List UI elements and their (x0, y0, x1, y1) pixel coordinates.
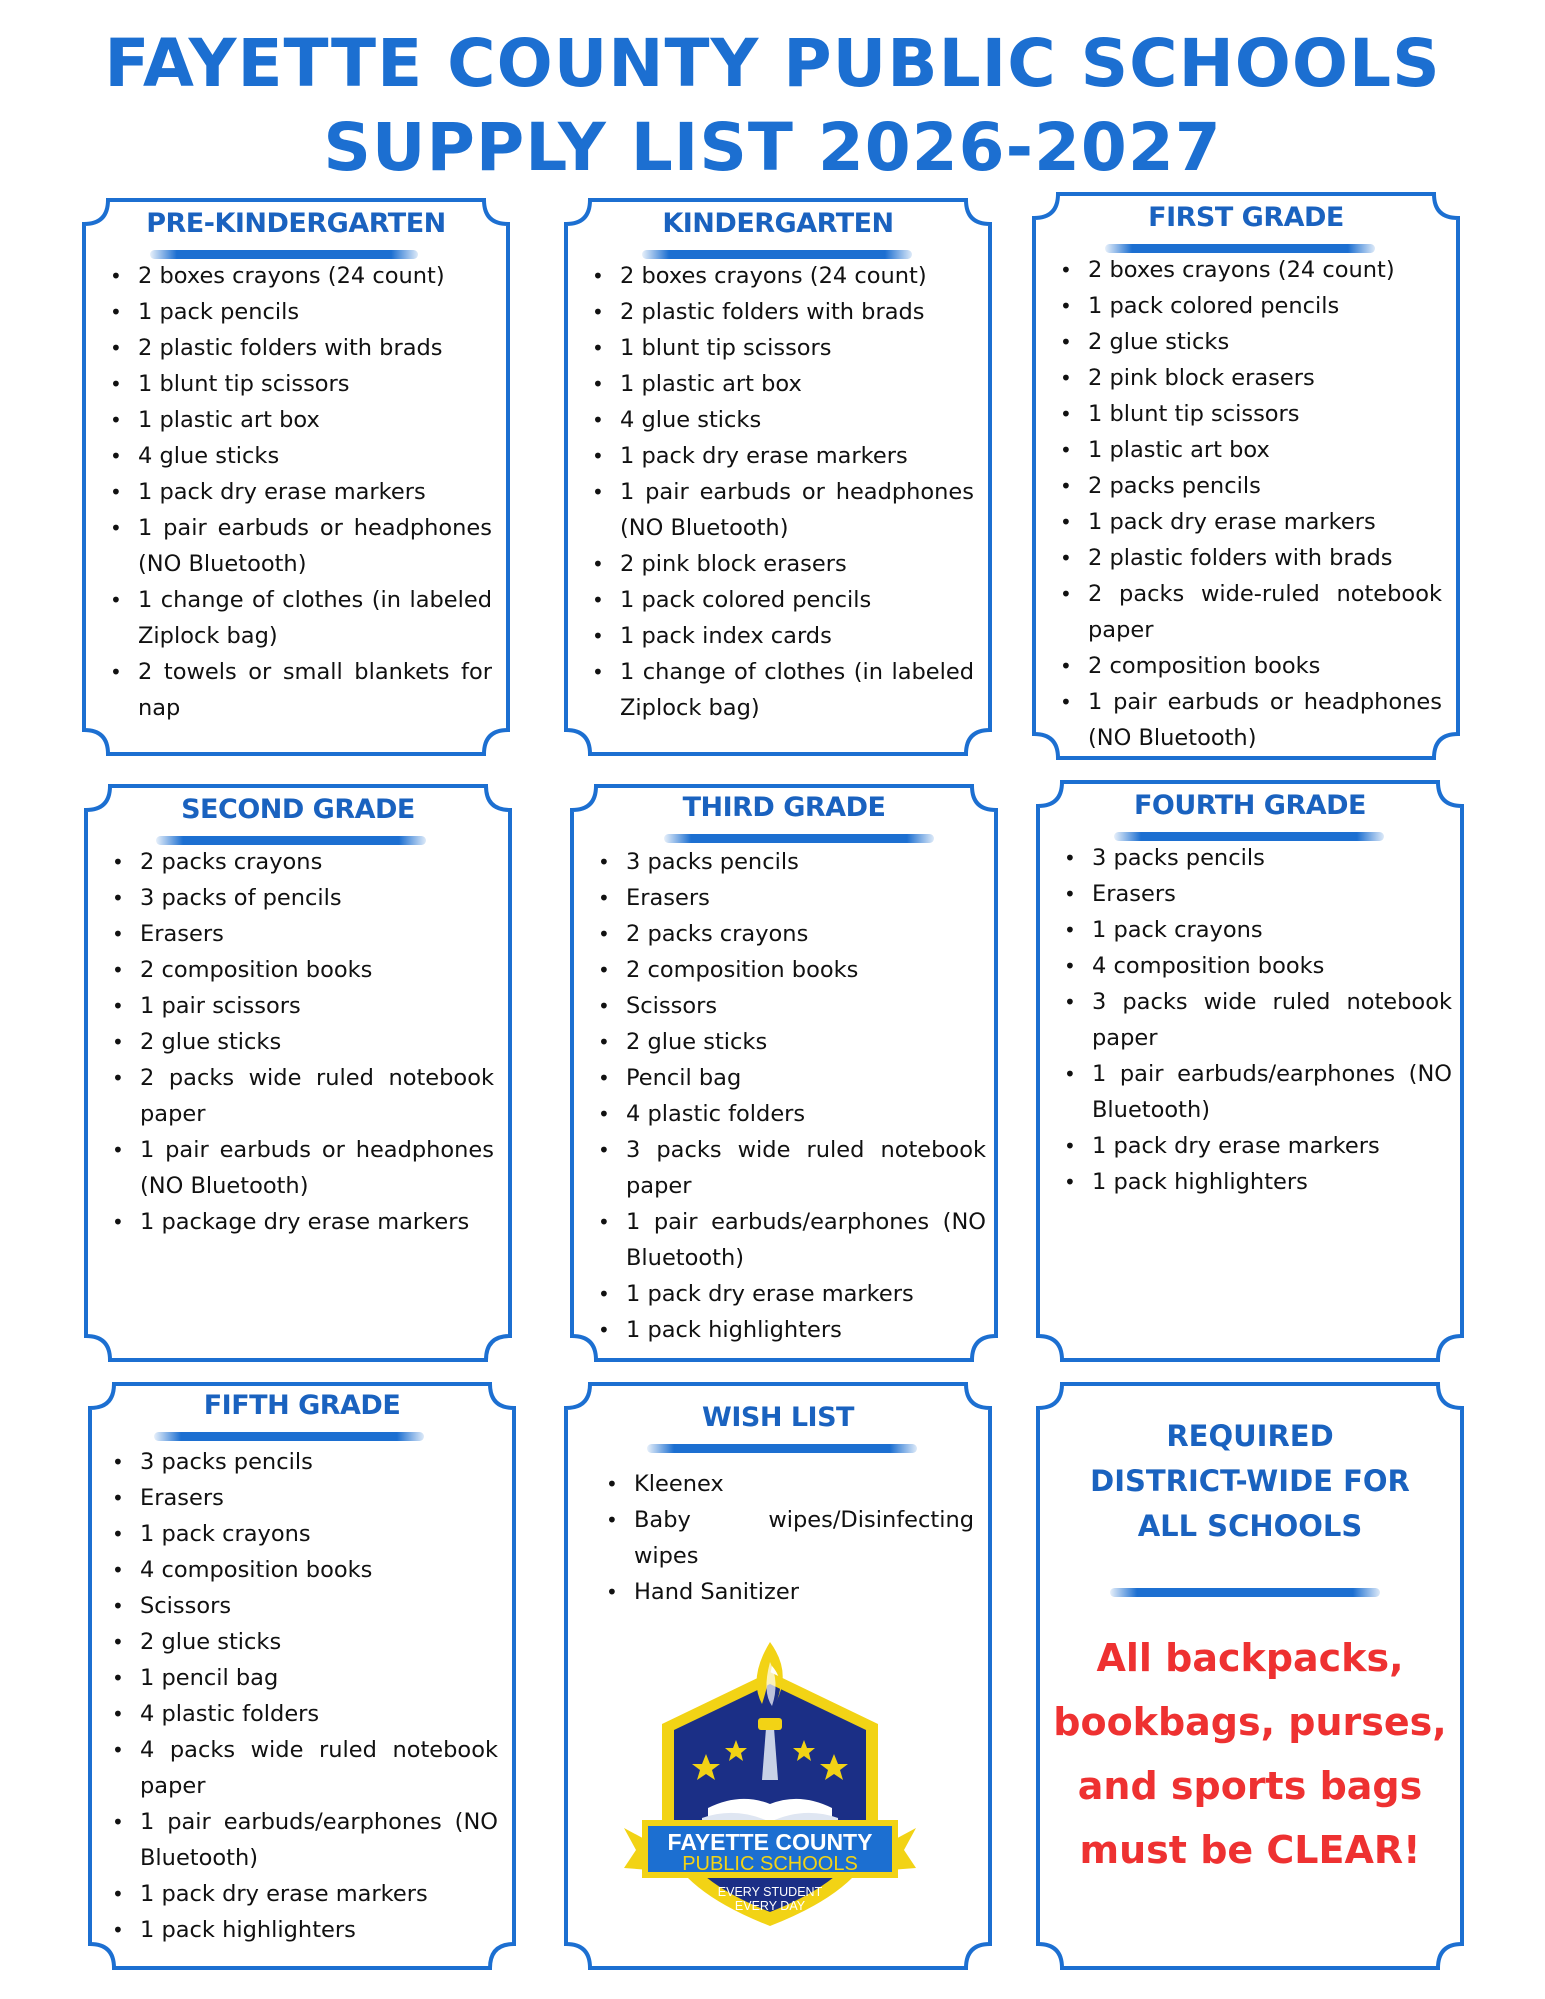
list-item: • 2 packs crayons (112, 844, 494, 880)
list-item: • 1 pack pencils (110, 294, 492, 330)
card-third-grade (568, 782, 1000, 1364)
list-item: • 3 packs wide ruled notebook paper (598, 1132, 986, 1204)
list-item: • 2 boxes crayons (24 count) (592, 258, 974, 294)
list-item: • 2 composition books (1060, 648, 1442, 684)
required-notice (1034, 1626, 1466, 1882)
list-item: • 2 packs pencils (1060, 468, 1442, 504)
list-item: • 4 glue sticks (110, 438, 492, 474)
list-item: • 1 pair earbuds or headphones (NO Bluetooth) (1060, 684, 1442, 756)
notice-line-4: must be CLEAR! (1079, 1828, 1421, 1872)
notice-line-1: All backpacks, (1096, 1636, 1404, 1680)
first-items (1060, 252, 1442, 756)
list-item: • 1 blunt tip scissors (110, 366, 492, 402)
card-title: FIFTH GRADE (203, 1390, 401, 1421)
kinder-items (592, 258, 974, 726)
title-line-2: SUPPLY LIST 2026-2027 (323, 109, 1222, 186)
logo-motto-line-2: EVERY DAY (734, 1899, 806, 1913)
list-item: • 2 boxes crayons (24 count) (110, 258, 492, 294)
list-item: • 1 change of clothes (in labeled Ziplock bag) (592, 654, 974, 726)
list-item: • 1 pair earbuds/earphones (NO Bluetooth) (112, 1804, 498, 1876)
list-item: • 3 packs pencils (112, 1444, 498, 1480)
title-underline (154, 1432, 424, 1441)
list-item: • 4 plastic folders (112, 1696, 498, 1732)
card-title: SECOND GRADE (181, 794, 415, 825)
list-item: • 1 pack dry erase markers (1060, 504, 1442, 540)
page-title (0, 22, 1545, 190)
required-title-line-1: REQUIRED (1166, 1419, 1334, 1453)
notice-line-2: bookbags, purses, (1053, 1700, 1447, 1744)
card-title: KINDERGARTEN (662, 208, 894, 239)
list-item: • 1 pack index cards (592, 618, 974, 654)
list-item: • Baby wipes/Disinfecting wipes (606, 1502, 974, 1574)
list-item: • 4 composition books (1064, 948, 1452, 984)
list-item: • 2 plastic folders with brads (110, 330, 492, 366)
list-item: • 1 change of clothes (in labeled Ziplock bag) (110, 582, 492, 654)
list-item: • 4 composition books (112, 1552, 498, 1588)
list-item: • 2 glue sticks (1060, 324, 1442, 360)
list-item: • 4 glue sticks (592, 402, 974, 438)
list-item: • 2 composition books (598, 952, 986, 988)
card-fifth-grade (86, 1380, 518, 1972)
list-item: • Pencil bag (598, 1060, 986, 1096)
list-item: • 1 pack dry erase markers (1064, 1128, 1452, 1164)
list-item: • Erasers (112, 916, 494, 952)
list-item: • 1 pair scissors (112, 988, 494, 1024)
list-item: • 2 plastic folders with brads (592, 294, 974, 330)
list-item: • 1 pair earbuds or headphones (NO Bluetooth) (112, 1132, 494, 1204)
list-item: • 1 pack highlighters (112, 1912, 498, 1948)
list-item: • 3 packs pencils (598, 844, 986, 880)
list-item: • 2 glue sticks (112, 1024, 494, 1060)
list-item: • 1 pair earbuds/earphones (NO Bluetooth) (598, 1204, 986, 1276)
second-items (112, 844, 494, 1240)
list-item: • 2 packs wide-ruled notebook paper (1060, 576, 1442, 648)
list-item: • 1 pack highlighters (1064, 1164, 1452, 1200)
list-item: • 2 glue sticks (112, 1624, 498, 1660)
list-item: • 2 composition books (112, 952, 494, 988)
list-item: • 1 pair earbuds/earphones (NO Bluetooth) (1064, 1056, 1452, 1128)
list-item: • 2 glue sticks (598, 1024, 986, 1060)
list-item: • 2 boxes crayons (24 count) (1060, 252, 1442, 288)
list-item: • 1 pack highlighters (598, 1312, 986, 1348)
list-item: • 2 pink block erasers (1060, 360, 1442, 396)
list-item: • 3 packs wide ruled notebook paper (1064, 984, 1452, 1056)
list-item: • Erasers (112, 1480, 498, 1516)
card-title: FOURTH GRADE (1133, 790, 1367, 821)
required-title-line-2: DISTRICT-WIDE FOR (1090, 1464, 1410, 1498)
card-pre-kindergarten (80, 196, 512, 758)
prek-items (110, 258, 492, 726)
title-line-1: FAYETTE COUNTY PUBLIC SCHOOLS (104, 25, 1441, 102)
notice-line-3: and sports bags (1077, 1764, 1423, 1808)
list-item: • 2 packs wide ruled notebook paper (112, 1060, 494, 1132)
logo-name-line-2: PUBLIC SCHOOLS (682, 1853, 858, 1875)
list-item: • 1 pair earbuds or headphones (NO Bluetooth) (592, 474, 974, 546)
list-item: • Scissors (598, 988, 986, 1024)
list-item: • 1 pack colored pencils (1060, 288, 1442, 324)
card-wish-list (562, 1380, 994, 1972)
list-item: • 1 plastic art box (592, 366, 974, 402)
logo-name-line-1: FAYETTE COUNTY (667, 1829, 873, 1855)
list-item: • 1 pack dry erase markers (598, 1276, 986, 1312)
fourth-items (1064, 840, 1452, 1200)
title-underline (1110, 1588, 1380, 1597)
title-underline (664, 834, 934, 843)
list-item: • 2 towels or small blankets for nap (110, 654, 492, 726)
logo-shield-icon (616, 1632, 924, 1932)
list-item: • 4 packs wide ruled notebook paper (112, 1732, 498, 1804)
required-title-line-3: ALL SCHOOLS (1137, 1509, 1363, 1543)
third-items (598, 844, 986, 1348)
list-item: • 1 pencil bag (112, 1660, 498, 1696)
list-item: • 1 plastic art box (1060, 432, 1442, 468)
list-item: • 1 pack crayons (1064, 912, 1452, 948)
list-item: • 3 packs pencils (1064, 840, 1452, 876)
logo-motto-line-1: EVERY STUDENT (717, 1885, 823, 1899)
list-item: • Kleenex (606, 1466, 974, 1502)
card-first-grade (1030, 190, 1462, 762)
list-item: • 1 plastic art box (110, 402, 492, 438)
list-item: • 4 plastic folders (598, 1096, 986, 1132)
list-item: • 1 blunt tip scissors (1060, 396, 1442, 432)
list-item: • 1 package dry erase markers (112, 1204, 494, 1240)
card-required (1034, 1380, 1466, 1972)
card-fourth-grade (1034, 778, 1466, 1364)
card-kindergarten (562, 196, 994, 758)
list-item: • 2 pink block erasers (592, 546, 974, 582)
list-item: • 1 pack dry erase markers (110, 474, 492, 510)
title-underline (647, 1444, 917, 1453)
list-item: • 1 pair earbuds or headphones (NO Bluetooth) (110, 510, 492, 582)
list-item: • 2 plastic folders with brads (1060, 540, 1442, 576)
list-item: • 1 pack dry erase markers (112, 1876, 498, 1912)
list-item: • 1 blunt tip scissors (592, 330, 974, 366)
wish-items (606, 1466, 974, 1610)
list-item: • 1 pack colored pencils (592, 582, 974, 618)
list-item: • Erasers (1064, 876, 1452, 912)
card-second-grade (82, 782, 514, 1364)
district-logo (616, 1632, 924, 1932)
fifth-items (112, 1444, 498, 1948)
list-item: • 3 packs of pencils (112, 880, 494, 916)
list-item: • 1 pack crayons (112, 1516, 498, 1552)
list-item: • Hand Sanitizer (606, 1574, 974, 1610)
card-title: PRE-KINDERGARTEN (146, 208, 446, 239)
required-title (1034, 1414, 1466, 1549)
list-item: • 1 pack dry erase markers (592, 438, 974, 474)
list-item: • Erasers (598, 880, 986, 916)
list-item: • Scissors (112, 1588, 498, 1624)
card-title: THIRD GRADE (682, 792, 886, 823)
list-item: • 2 packs crayons (598, 916, 986, 952)
card-title: WISH LIST (702, 1402, 854, 1433)
card-title: FIRST GRADE (1148, 202, 1344, 233)
